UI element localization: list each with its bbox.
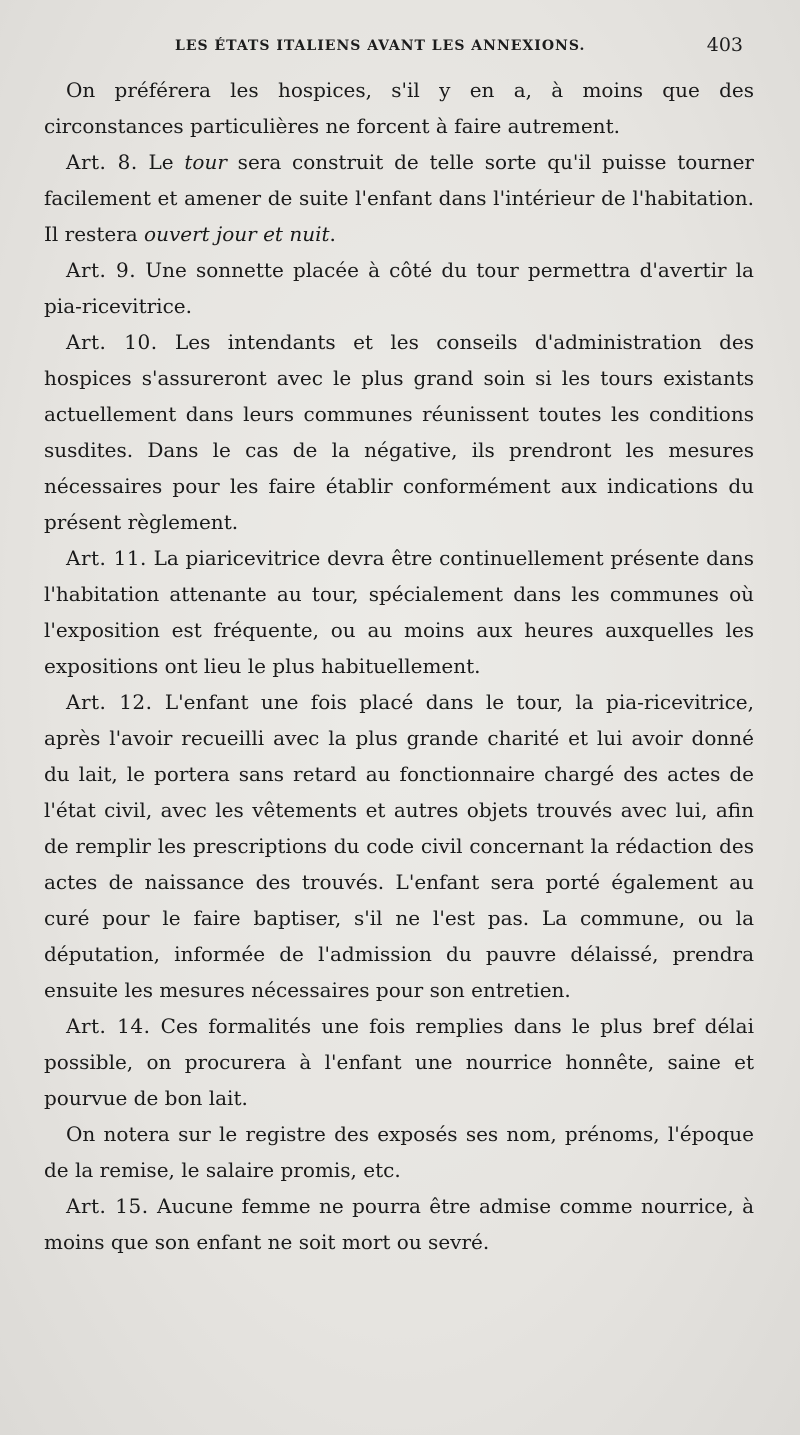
paragraph-art-11 <box>44 540 754 684</box>
article-label: Art. 8. <box>66 150 138 174</box>
italic-phrase-ouvert: ouvert jour et nuit <box>144 222 330 246</box>
article-label: Art. 11. <box>66 546 147 570</box>
paragraph-art-14 <box>44 1008 754 1116</box>
paragraph-text: . <box>329 222 336 246</box>
italic-term-tour: tour <box>184 150 227 174</box>
paragraph-art-8 <box>44 144 754 252</box>
paragraph-text: Aucune femme ne pourra être admise comme nourrice, à moins que son enfant ne soit mort ou sevré. <box>44 1194 755 1254</box>
page-header <box>175 34 743 58</box>
paragraph-registre <box>44 1116 754 1188</box>
paragraph-art-15 <box>44 1188 754 1260</box>
paragraph-text: L'enfant une fois placé dans le tour, la pia-ricevitrice, après l'avoir recueilli avec la plus grande charité et lui avoir donné du lait, le portera sans retard au fonctionnaire chargé des actes de l'état civil, avec les vêtements et autres objets trouvés avec lui, afin de remplir les prescriptions du code civil concernant la rédaction des actes de naissance des trouvés. L'enfant sera porté également au curé pour le faire baptiser, s'il ne l'est pas. La commune, ou la députation, informée de l'admission du pauvre délaissé, prendra ensuite les mesures nécessaires pour son entretien. <box>44 690 755 1002</box>
paragraph-art-9 <box>44 252 754 324</box>
paragraph-text: Le <box>137 150 185 174</box>
article-label: Art. 12. <box>66 690 153 714</box>
page-number: 403 <box>706 34 743 56</box>
article-label: Art. 15. <box>66 1194 149 1218</box>
paragraph-text: Une sonnette placée à côté du tour permettra d'avertir la pia-ricevitrice. <box>44 258 754 318</box>
running-title: LES ÉTATS ITALIENS AVANT LES ANNEXIONS. <box>175 38 586 54</box>
paragraph-text: Les intendants et les conseils d'administration des hospices s'assureront avec le plus grand soin si les tours existants actuellement dans leurs communes réunissent toutes les conditions susdites. Dans le cas de la négative, ils prendront les mesures nécessaires pour les faire établir conformément aux indications du présent règlement. <box>44 330 754 534</box>
paragraph-text: On préférera les hospices, s'il y en a, à moins que des circonstances particulières ne forcent à faire autrement. <box>44 78 754 138</box>
paragraph-art-10 <box>44 324 754 540</box>
paragraph-text: Ces formalités une fois remplies dans le plus bref délai possible, on procurera à l'enfant une nourrice honnête, saine et pourvue de bon lait. <box>44 1014 755 1110</box>
paragraph-art-12 <box>44 684 754 1008</box>
body-text <box>44 72 754 1260</box>
article-label: Art. 9. <box>66 258 137 282</box>
paragraph-text: On notera sur le registre des exposés ses nom, prénoms, l'époque de la remise, le salaire promis, etc. <box>44 1122 754 1182</box>
article-label: Art. 14. <box>66 1014 151 1038</box>
paragraph-hospices <box>44 72 754 144</box>
paragraph-text: sera construit de telle sorte qu'il puisse tourner facilement et amener de suite l'enfant dans l'intérieur de l'habitation. Il restera <box>44 150 754 246</box>
article-label: Art. 10. <box>66 330 158 354</box>
paragraph-text: La piaricevitrice devra être continuellement présente dans l'habitation attenante au tour, spécialement dans les communes où l'exposition est fréquente, ou au moins aux heures auxquelles les expositions ont lieu le plus habituellement. <box>44 546 755 678</box>
